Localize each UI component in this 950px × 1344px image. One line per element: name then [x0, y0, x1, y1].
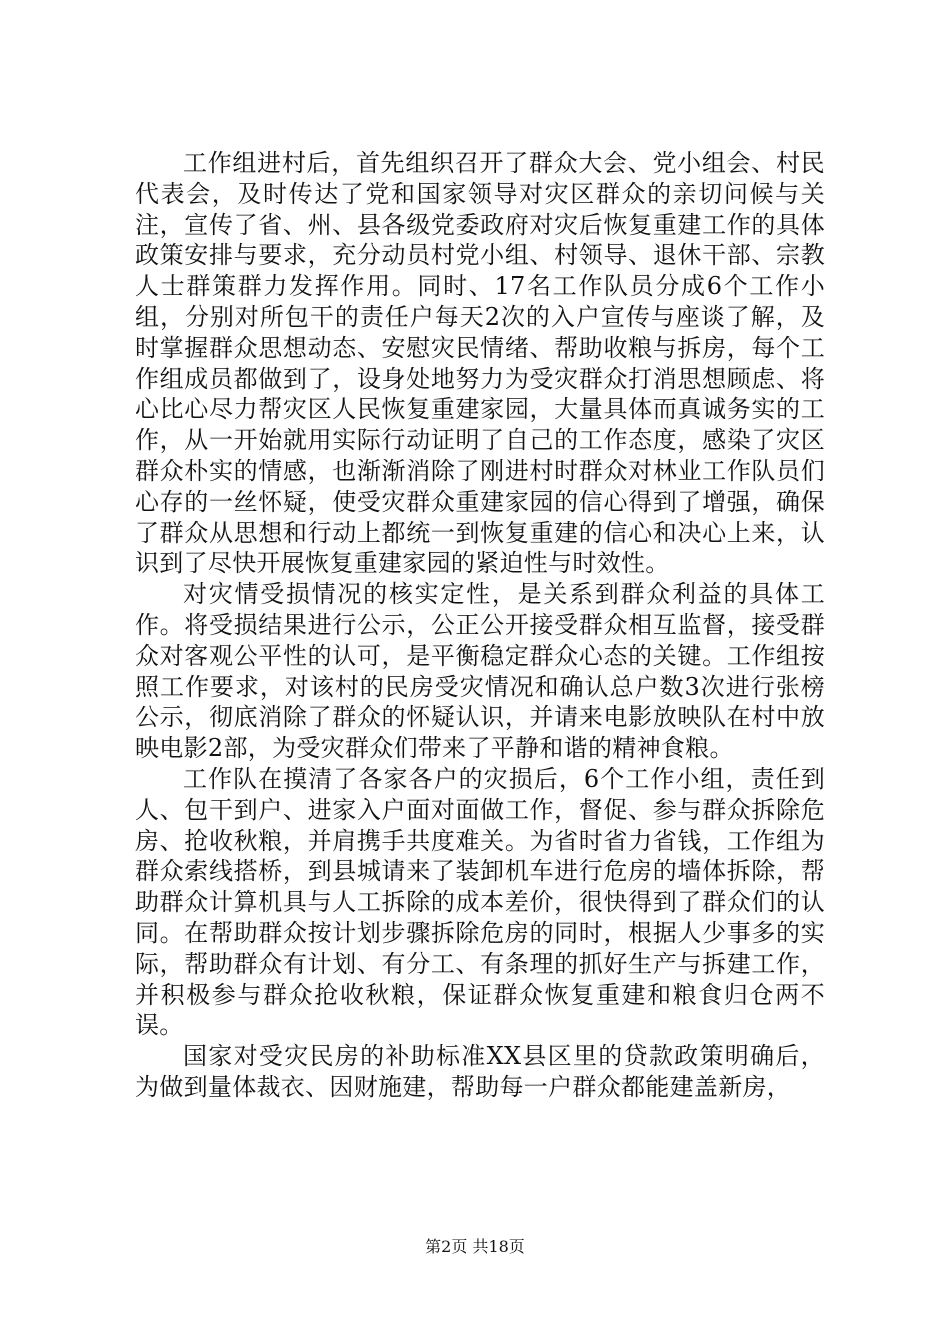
page-number-footer: 第2页 共18页 [425, 1237, 525, 1256]
paragraph-1: 工作组进村后，首先组织召开了群众大会、党小组会、村民代表会，及时传达了党和国家领导对灾区群众的亲切问候与关注，宣传了省、州、县各级党委政府对灾后恢复重建工作的具体政策安排与要求，充分动员村党小组、村领导、退休干部、宗教人士群策群力发挥作用。同时、17名工作队员分成6个工作小组，分别对所包干的责任户每天2次的入户宣传与座谈了解，及时掌握群众思想动态、安慰灾民情绪、帮助收粮与拆房，每个工作组成员都做到了，设身处地努力为受灾群众打消思想顾虑、将心比心尽力帮灾区人民恢复重建家园，大量具体而真诚务实的工作，从一开始就用实际行动证明了自己的工作态度，感染了灾区群众朴实的情感，也渐渐消除了刚进村时群众对林业工作队员们心存的一丝怀疑，使受灾群众重建家园的信心得到了增强，确保了群众从思想和行动上都统一到恢复重建的信心和决心上来，认识到了尽快开展恢复重建家园的紧迫性与时效性。 [135, 149, 825, 578]
paragraph-3: 工作队在摸清了各家各户的灾损后，6个工作小组，责任到人、包干到户、进家入户面对面做工作，督促、参与群众拆除危房、抢收秋粮，并肩携手共度难关。为省时省力省钱，工作组为群众索线搭桥，到县城请来了装卸机车进行危房的墙体拆除，帮助群众计算机具与人工拆除的成本差价，很快得到了群众们的认同。在帮助群众按计划步骤拆除危房的同时，根据人少事多的实际，帮助群众有计划、有分工、有条理的抓好生产与拆建工作，并积极参与群众抢收秋粮，保证群众恢复重建和粮食归仓两不误。 [135, 764, 825, 1040]
document-body [135, 148, 825, 1103]
paragraph-4: 国家对受灾民房的补助标准XX县区里的贷款政策明确后，为做到量体裁衣、因财施建，帮助每一户群众都能建盖新房， [135, 1042, 825, 1101]
paragraph-2: 对灾情受损情况的核实定性，是关系到群众利益的具体工作。将受损结果进行公示，公正公开接受群众相互监督，接受群众对客观公平性的认可，是平衡稳定群众心态的关键。工作组按照工作要求，对该村的民房受灾情况和确认总户数3次进行张榜公示，彻底消除了群众的怀疑认识，并请来电影放映队在村中放映电影2部，为受灾群众们带来了平静和谐的精神食粮。 [135, 580, 825, 763]
